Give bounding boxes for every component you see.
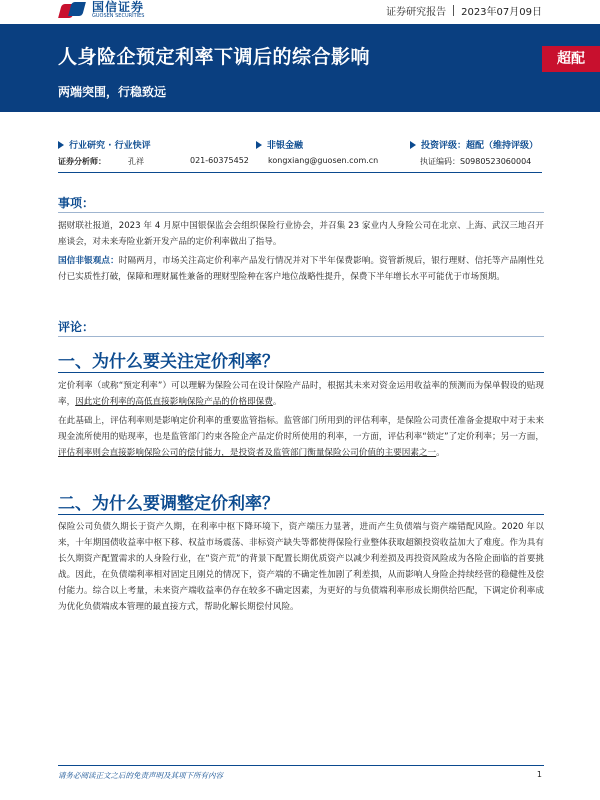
- analyst-phone: 021-60375452: [190, 156, 249, 165]
- logo-mark-icon: [60, 2, 86, 18]
- comment-divider: [58, 336, 544, 337]
- logo-name-en: GUOSEN SECURITIES: [92, 13, 145, 19]
- matters-paragraph: 据财联社报道，2023 年 4 月原中国银保监会会组织保险行业协会，并召集 23 家业内人身险公司在北京、上海、武汉三地召开座谈会，对未来寿险业新开发产品的定价利率做出了指导。: [58, 221, 544, 247]
- section1-p1-underlined: 因此定价利率的高低直接影响保险产品的价格即保费: [75, 397, 273, 407]
- category-item: [58, 138, 151, 151]
- meta-divider: [58, 172, 542, 173]
- logo-name-cn: 国信证券: [92, 0, 145, 14]
- matters-heading: 事项：: [58, 196, 95, 210]
- section2-paragraph1: 保险公司负债久期长于资产久期，在利率中枢下降环境下，资产端压力显著，进而产生负债端与资产端错配风险。2020 年以来，十年期国债收益率中枢下移、权益市场震荡、非标资产缺失等都使得保险行业整体获取超额投资收益加大了难度。作为具有长久期资产配置需求的人身险行业，在“资产荒”的背景下配置长期优质资产以减少利差损及再投资风险成为各险企面临的首要挑战。因此，在负债端利率相对固定且刚兑的情况下，资产端的不确定性加剧了利差损，从而影响人身险企持续经营的稳健性及偿付能力。综合以上考量，未来资产端收益率仍存在较多不确定因素，为更好的与负债端利率形成长期供给匹配，下调定价利率成为优化负债端成本管理的最直接方式，帮助化解长期偿付风险。: [58, 522, 544, 612]
- section1-paragraph2: [58, 413, 544, 461]
- view-text: 时隔两月，市场关注高定价利率产品发行情况并对下半年保费影响。资管新规后，银行理财、信托等产品刚性兑付已实质性打破，保障和理财属性兼备的理财型险种在客户地位战略性提升，保费下半年增长水平可能优于市场预期。: [58, 256, 544, 282]
- section1-p2-end: 。: [436, 448, 445, 458]
- triangle-bullet-icon: [58, 141, 64, 149]
- section1-heading: 一、为什么要关注定价利率？: [58, 352, 279, 372]
- rating-label: 投资评级：超配（维持评级）: [421, 141, 539, 151]
- sector-item: [256, 138, 303, 151]
- analyst-info: [58, 156, 542, 170]
- category-label: 行业研究 · 行业快评: [69, 141, 151, 151]
- section2-heading: 二、为什么要调整定价利率？: [58, 494, 279, 514]
- footer-divider: [58, 765, 544, 766]
- matters-divider: [58, 212, 544, 213]
- footer-disclaimer: 请务必阅读正文之后的免责声明及其项下所有内容: [58, 771, 223, 780]
- section1-p2-text: 在此基础上，评估利率则是影响定价利率的重要监管指标。监管部门所用到的评估利率，是保险公司责任准备金提取中对于未来现金流所使用的贴现率，也是监管部门约束各险企产品定价时所使用的利率，一方面，评估利率“锁定”了定价利率；另一方面，: [58, 416, 544, 442]
- view-label: 国信非银观点：: [58, 256, 119, 266]
- rating-item: [410, 138, 538, 151]
- report-subtitle: 两端突围，行稳致远: [58, 85, 167, 99]
- page-number: 1: [536, 770, 542, 779]
- triangle-bullet-icon: [410, 141, 416, 149]
- triangle-bullet-icon: [256, 141, 262, 149]
- view-paragraph: [58, 253, 544, 285]
- rating-badge: 超配: [542, 46, 600, 72]
- top-bar: [0, 0, 600, 22]
- analyst-email[interactable]: kongxiang@guosen.com.cn: [268, 156, 379, 165]
- section1-paragraph1: [58, 378, 544, 410]
- report-title: 人身险企预定利率下调后的综合影响: [58, 46, 371, 68]
- analyst-label: 证券分析师：: [58, 157, 106, 166]
- report-meta-top: [386, 3, 542, 18]
- sector-label: 非银金融: [267, 141, 304, 151]
- analyst-name: 孔祥: [128, 157, 144, 166]
- title-banner: [0, 24, 600, 112]
- section1-p2-underlined: 评估利率则会直接影响保险公司的偿付能力，是投资者及监管部门衡量保险公司价值的主要因素之一: [58, 448, 437, 458]
- company-logo: [60, 0, 144, 20]
- report-classification: [58, 138, 542, 152]
- section1-p1-text: 定价利率（或称“预定利率”）可以理解为保险公司在设计保险产品时，根据其未来对资金运用收益率的预测而为保单假设的贴现率，: [58, 381, 544, 407]
- report-date: 2023年07月09日: [461, 7, 542, 18]
- section1-divider: [58, 372, 544, 373]
- comment-heading: 评论：: [58, 320, 95, 334]
- analyst-license: 执证编码：S0980523060004: [420, 157, 532, 166]
- separator: [453, 5, 454, 16]
- section2-divider: [58, 514, 544, 515]
- report-type: 证券研究报告: [386, 7, 447, 18]
- section1-p1-end: 。: [272, 397, 282, 407]
